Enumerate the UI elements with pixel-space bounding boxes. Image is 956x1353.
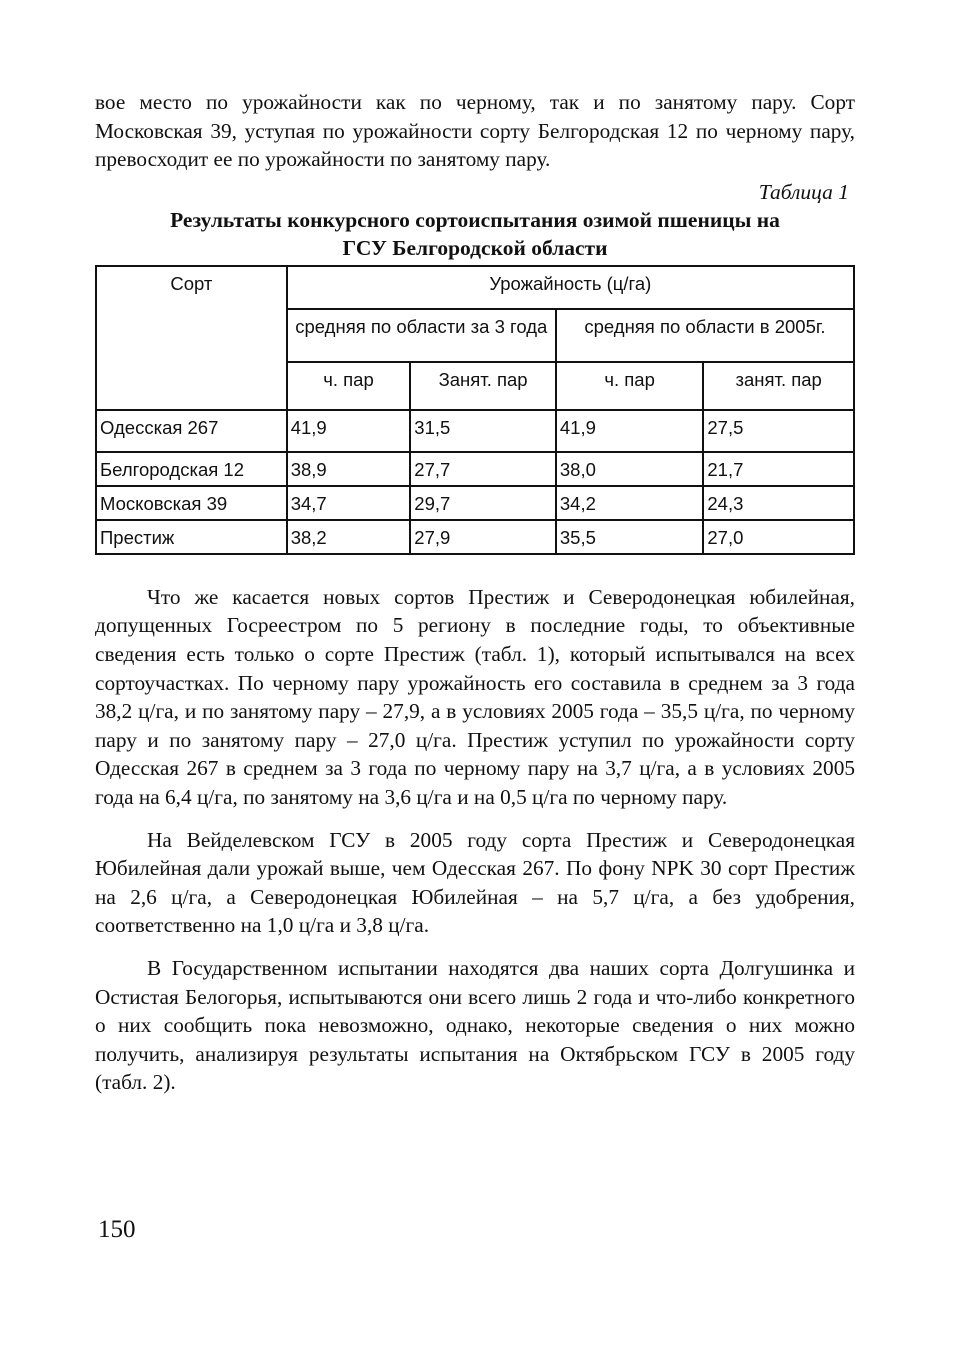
table-title-line1: Результаты конкурсного сортоиспытания озимой пшеницы на [170, 207, 780, 232]
cell-value: 38,2 [287, 520, 411, 554]
cell-value: 24,3 [703, 486, 854, 520]
table-row [96, 486, 854, 520]
header-yield: Урожайность (ц/га) [287, 266, 854, 309]
table-row [96, 410, 854, 452]
cell-value: 27,7 [410, 452, 556, 486]
cell-value: 41,9 [556, 410, 704, 452]
header-avg-3-years: средняя по области за 3 года [287, 309, 556, 362]
intro-paragraph: вое место по урожайности как по черному, так и по занятому пару. Сорт Московская 39, уступая по урожайности сорту Белгородская 12 по черному пару, превосходит ее по урожайности по занятому пару. [95, 90, 855, 172]
table-row [96, 452, 854, 486]
cell-value: 34,2 [556, 486, 704, 520]
cell-value: 27,0 [703, 520, 854, 554]
table-caption: Таблица 1 [758, 179, 849, 204]
cell-value: 41,9 [287, 410, 411, 452]
cell-variety: Престиж [96, 520, 287, 554]
header-black-fallow-1: ч. пар [287, 362, 411, 410]
table-title-line2: ГСУ Белгородской области [342, 235, 608, 260]
header-occupied-fallow-1: Занят. пар [410, 362, 556, 410]
cell-variety: Московская 39 [96, 486, 287, 520]
table-row [96, 520, 854, 554]
cell-value: 21,7 [703, 452, 854, 486]
header-occupied-fallow-2: занят. пар [703, 362, 854, 410]
page-content [95, 88, 855, 1097]
body-text [95, 583, 855, 1097]
cell-variety: Одесская 267 [96, 410, 287, 452]
header-avg-2005: средняя по области в 2005г. [556, 309, 854, 362]
yield-table [95, 265, 855, 555]
cell-value: 29,7 [410, 486, 556, 520]
cell-value: 31,5 [410, 410, 556, 452]
page-number: 150 [98, 1216, 136, 1243]
cell-value: 38,0 [556, 452, 704, 486]
paragraph: В Государственном испытании находятся два наших сорта Долгушинка и Остистая Белогорья, испытываются они всего лишь 2 года и что-либо конкретного о них сообщить пока невозможно, однако, некоторые сведения о них можно получить, анализируя результаты испытания на Октябрьском ГСУ в 2005 году (табл. 2). [95, 955, 855, 1095]
cell-value: 34,7 [287, 486, 411, 520]
cell-value: 38,9 [287, 452, 411, 486]
cell-value: 27,9 [410, 520, 556, 554]
cell-variety: Белгородская 12 [96, 452, 287, 486]
paragraph: Что же касается новых сортов Престиж и Северодонецкая юбилейная, допущенных Госреестром по 5 региону в последние годы, то объективные сведения есть только о сорте Престиж (табл. 1), который испытывался на всех сортоучастках. По черному пару урожайность его составила в среднем за 3 года 38,2 ц/га, и по занятому пару – 27,9, а в условиях 2005 года – 35,5 ц/га, по черному пару и по занятому пару – 27,0 ц/га. Престиж уступил по урожайности сорту Одесская 267 в среднем за 3 года по черному пару на 3,7 ц/га, а в условиях 2005 года на 6,4 ц/га, по занятому на 3,6 ц/га и на 0,5 ц/га по черному пару. [95, 584, 855, 809]
table-title [95, 206, 855, 262]
header-black-fallow-2: ч. пар [556, 362, 704, 410]
header-variety: Сорт [96, 266, 287, 410]
cell-value: 35,5 [556, 520, 704, 554]
paragraph: На Вейделевском ГСУ в 2005 году сорта Престиж и Северодонецкая Юбилейная дали урожай выше, чем Одесская 267. По фону NPK 30 сорт Престиж на 2,6 ц/га, а Северодонецкая Юбилейная – на 5,7 ц/га, а без удобрения, соответственно на 1,0 ц/га и 3,8 ц/га. [95, 827, 855, 938]
cell-value: 27,5 [703, 410, 854, 452]
